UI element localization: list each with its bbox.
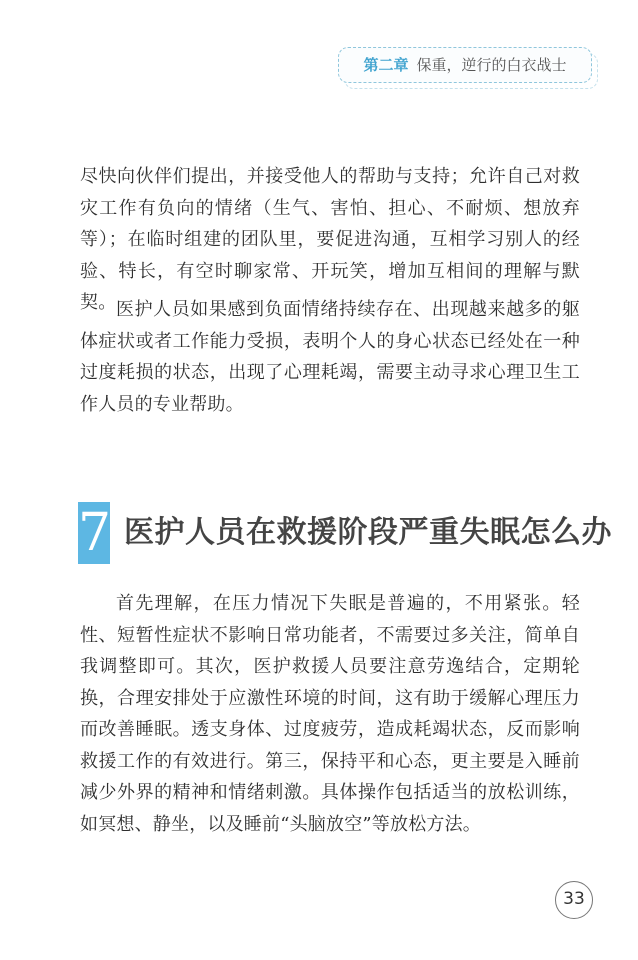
- chapter-label: 第二章: [363, 56, 409, 74]
- section-number-badge: 7: [78, 503, 112, 563]
- chapter-title: 保重，逆行的白衣战士: [416, 56, 567, 74]
- chapter-heading: [338, 47, 592, 83]
- section-title: 医护人员在救援阶段严重失眠怎么办: [124, 515, 612, 550]
- paragraph-insomnia: 首先理解，在压力情况下失眠是普遍的，不用紧张。轻性、短暂性症状不影响日常功能者，不需要过多关注，简单自我调整即可。其次，医护救援人员要注意劳逸结合，定期轮换，合理安排处于应激性环境的时间，这有助于缓解心理压力而改善睡眠。透支身体、过度疲劳，造成耗竭状态，反而影响救援工作的有效进行。第三，保持平和心态，更主要是入睡前减少外界的精神和情绪刺激。具体操作包括适当的放松训练，如冥想、静坐，以及睡前“头脑放空”等放松方法。: [80, 593, 580, 835]
- paragraph-continued: 尽快向伙伴们提出，并接受他人的帮助与支持；允许自己对救灾工作有负向的情绪（生气、害怕、担心、不耐烦、想放弃等）；在临时组建的团队里，要促进沟通，互相学习别人的经验、特长，有空时聊家常、开玩笑，增加互相间的理解与默契。: [80, 166, 580, 313]
- paragraph-exhaustion: 医护人员如果感到负面情绪持续存在、出现越来越多的躯体症状或者工作能力受损，表明个人的身心状态已经处在一种过度耗损的状态，出现了心理耗竭，需要主动寻求心理卫生工作人员的专业帮助。: [80, 299, 580, 415]
- section-heading: [78, 502, 612, 566]
- page-number: 33: [555, 881, 593, 919]
- chapter-header: [338, 47, 600, 89]
